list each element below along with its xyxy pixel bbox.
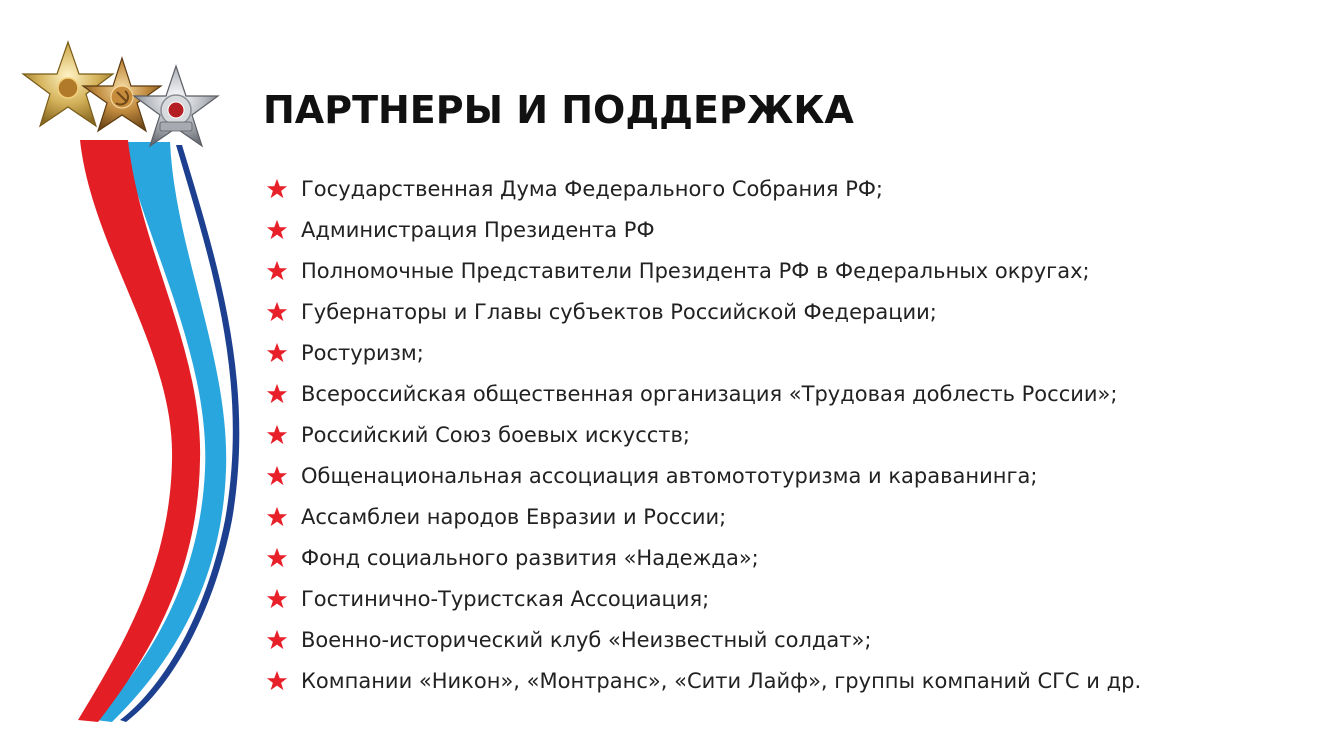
- list-item: [266, 373, 1141, 414]
- list-item-text: Государственная Дума Федерального Собрания РФ;: [301, 176, 884, 201]
- list-item-text: Общенациональная ассоциация автомототуризма и караванинга;: [301, 463, 1038, 488]
- page-title: ПАРТНЕРЫ И ПОДДЕРЖКА: [263, 88, 854, 132]
- star-icon: [266, 547, 288, 569]
- list-item-text: Российский Союз боевых искусств;: [301, 422, 690, 447]
- list-item-text: Компании «Никон», «Монтранс», «Сити Лайф», группы компаний СГС и др.: [301, 668, 1142, 693]
- list-item: [266, 660, 1141, 701]
- partners-list: [266, 168, 1141, 701]
- list-item: [266, 619, 1141, 660]
- list-item: [266, 496, 1141, 537]
- list-item-text: Гостинично-Туристская Ассоциация;: [301, 586, 710, 611]
- star-icon: [266, 178, 288, 200]
- star-icon: [266, 301, 288, 323]
- star-icon: [266, 629, 288, 651]
- list-item-text: Администрация Президента РФ: [301, 217, 655, 242]
- gold-star-icon: [23, 42, 113, 126]
- star-icon: [266, 670, 288, 692]
- star-icon: [266, 506, 288, 528]
- star-icon: [266, 219, 288, 241]
- list-item-text: Фонд социального развития «Надежда»;: [301, 545, 759, 570]
- star-icon: [266, 465, 288, 487]
- order-badge-icon: [134, 66, 218, 146]
- list-item-text: Губернаторы и Главы субъектов Российской Федерации;: [301, 299, 937, 324]
- star-icon: [266, 342, 288, 364]
- list-item-text: Полномочные Представители Президента РФ в Федеральных округах;: [301, 258, 1090, 283]
- star-icon: [266, 260, 288, 282]
- list-item: [266, 578, 1141, 619]
- star-icon: [266, 383, 288, 405]
- star-icon: [266, 588, 288, 610]
- tricolor-ribbon-decoration: [0, 0, 300, 750]
- list-item: [266, 537, 1141, 578]
- list-item: [266, 250, 1141, 291]
- list-item: [266, 332, 1141, 373]
- list-item-text: Военно-исторический клуб «Неизвестный солдат»;: [301, 627, 872, 652]
- list-item: [266, 291, 1141, 332]
- list-item-text: Всероссийская общественная организация «Трудовая доблесть России»;: [301, 381, 1118, 406]
- list-item: [266, 168, 1141, 209]
- list-item-text: Ассамблеи народов Евразии и России;: [301, 504, 727, 529]
- list-item: [266, 209, 1141, 250]
- list-item: [266, 455, 1141, 496]
- list-item: [266, 414, 1141, 455]
- star-icon: [266, 424, 288, 446]
- list-item-text: Ростуризм;: [301, 340, 424, 365]
